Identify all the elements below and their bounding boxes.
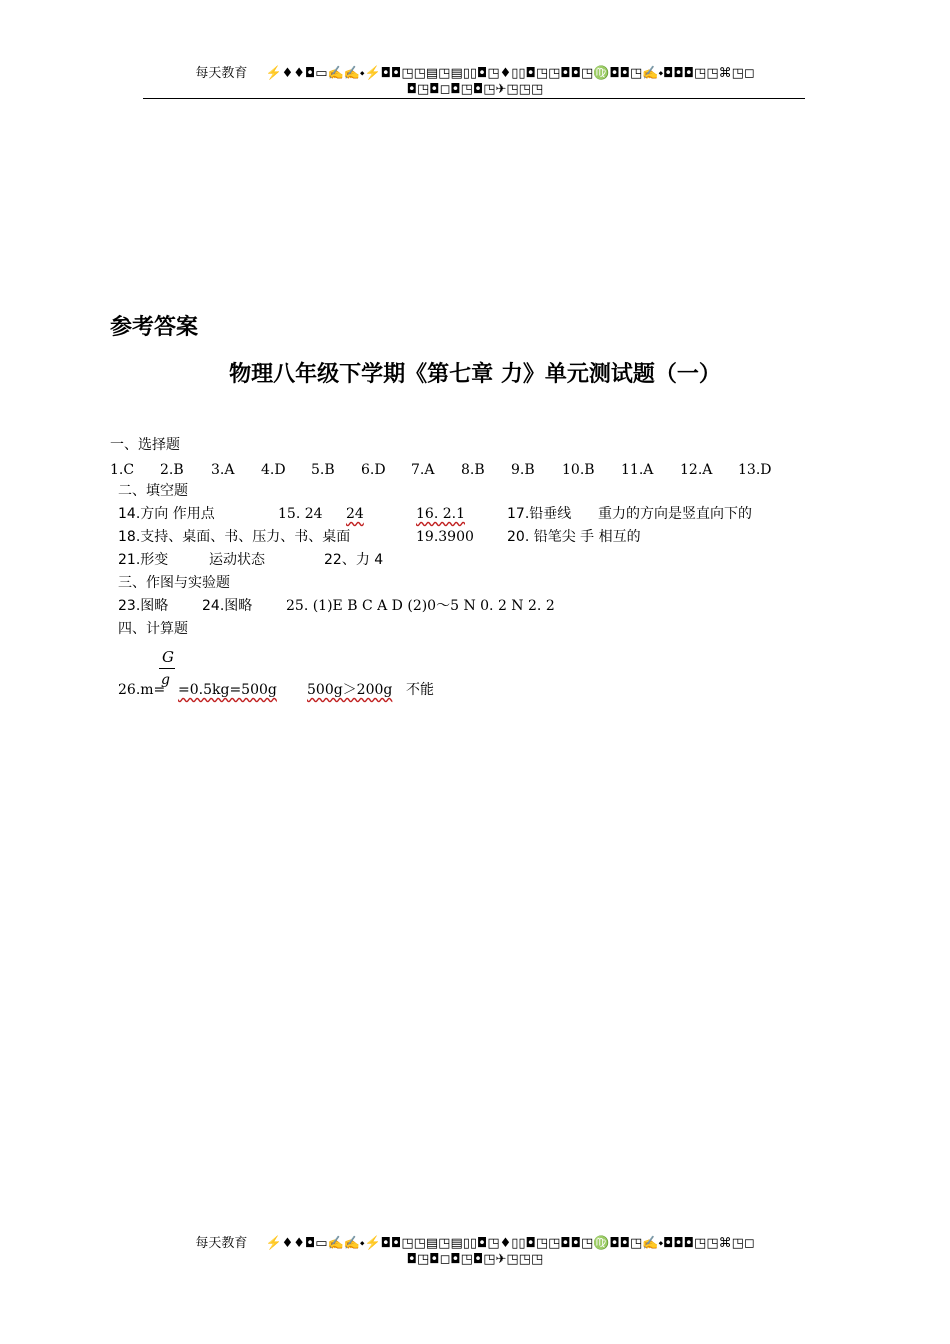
answer-q26-conclusion: 不能 bbox=[406, 682, 434, 698]
answer-q26-prefix: 26.m= bbox=[118, 682, 166, 698]
answer-q16: 16. 2.1 bbox=[416, 506, 465, 522]
answer-q21-detail: 运动状态 bbox=[209, 552, 265, 568]
document-title: 物理八年级下学期《第七章 力》单元测试题（一） bbox=[229, 362, 721, 387]
header-rule bbox=[143, 98, 805, 99]
choice-answers bbox=[110, 461, 810, 479]
answer-q25: 25. (1)E B C A D (2)0～5 N 0. 2 N 2. 2 bbox=[286, 598, 555, 614]
calc-heading: 四、计算题 bbox=[118, 621, 188, 637]
answer-q22: 22、力 4 bbox=[324, 552, 384, 568]
choice-heading: 一、选择题 bbox=[110, 437, 180, 453]
answer-q19: 19.3900 bbox=[416, 529, 474, 545]
drawing-heading: 三、作图与实验题 bbox=[118, 575, 230, 591]
fraction-denominator: g bbox=[161, 672, 170, 688]
choice-answer: 4.D bbox=[261, 462, 286, 478]
choice-answer: 5.B bbox=[311, 462, 335, 478]
answer-q14: 14.方向 作用点 bbox=[118, 506, 215, 522]
choice-answer: 2.B bbox=[160, 462, 184, 478]
answer-q18: 18.支持、桌面、书、压力、书、桌面 bbox=[118, 529, 351, 545]
choice-answer: 9.B bbox=[511, 462, 535, 478]
choice-answer: 8.B bbox=[461, 462, 485, 478]
choice-answer: 7.A bbox=[411, 462, 435, 478]
answer-q15-repeat: 24 bbox=[346, 506, 364, 522]
answer-q15: 15. 24 bbox=[278, 506, 323, 522]
header-brand: 每天教育 bbox=[195, 66, 248, 81]
answer-q17-detail: 重力的方向是竖直向下的 bbox=[598, 506, 752, 522]
page-footer bbox=[0, 1236, 950, 1268]
page-header bbox=[0, 66, 950, 98]
footer-brand: 每天教育 bbox=[195, 1236, 248, 1251]
choice-answer: 1.C bbox=[110, 462, 135, 478]
choice-answer: 12.A bbox=[680, 462, 713, 478]
fill-heading: 二、填空题 bbox=[118, 483, 188, 499]
answer-q17: 17.铅垂线 bbox=[507, 506, 572, 522]
fraction-numerator: G bbox=[162, 648, 174, 666]
choice-answer: 10.B bbox=[562, 462, 595, 478]
fraction-bar bbox=[159, 668, 175, 669]
footer-symbols-line2: ◘◳◘◻◘◳◘◳✈◳◳◳ bbox=[406, 1252, 544, 1267]
choice-answer: 11.A bbox=[621, 462, 654, 478]
choice-answer: 13.D bbox=[738, 462, 772, 478]
header-symbols: ⚡♦♦◘▭✍✍⬩⚡◘◘◳◳▤◳▤▯▯◘◳♦▯▯◘◳◳◘◘◳♍◘◘◳✍⬩◘◘◘◳◳⌘◳◻ bbox=[265, 66, 755, 81]
answer-q23: 23.图略 bbox=[118, 598, 169, 614]
answer-q24: 24.图略 bbox=[202, 598, 253, 614]
choice-answer: 6.D bbox=[361, 462, 386, 478]
footer-symbols: ⚡♦♦◘▭✍✍⬩⚡◘◘◳◳▤◳▤▯▯◘◳♦▯▯◘◳◳◘◘◳♍◘◘◳✍⬩◘◘◘◳◳⌘◳◻ bbox=[265, 1236, 755, 1251]
answer-key-title: 参考答案 bbox=[110, 315, 199, 340]
header-symbols-line2: ◘◳◘◻◘◳◘◳✈◳◳◳ bbox=[406, 82, 544, 97]
answer-q21: 21.形变 bbox=[118, 552, 169, 568]
answer-q26-compare: 500g＞200g bbox=[307, 682, 393, 698]
answer-q26-result: =0.5kg=500g bbox=[178, 682, 277, 698]
answer-q20: 20. 铅笔尖 手 相互的 bbox=[507, 529, 641, 545]
choice-answer: 3.A bbox=[211, 462, 235, 478]
